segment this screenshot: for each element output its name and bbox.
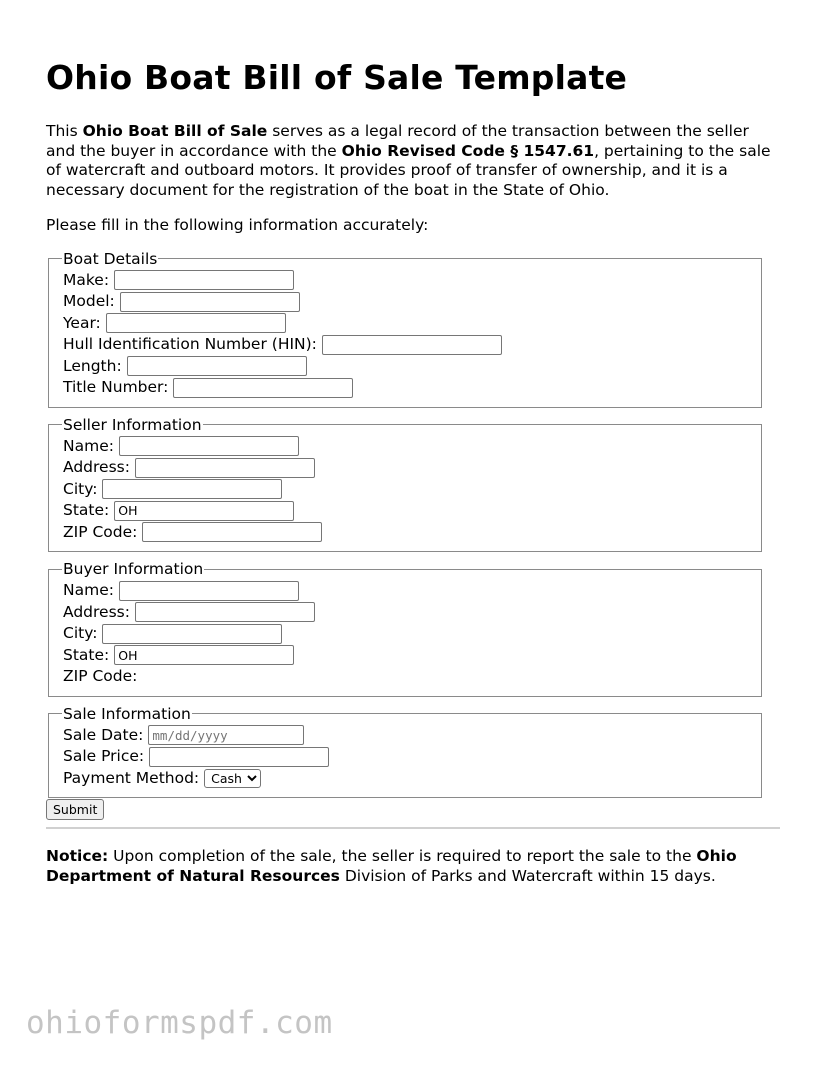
length-row [63,356,761,378]
title-number-label: Title Number: [63,378,169,396]
intro-bold-2: Ohio Revised Code § 1547.61 [341,141,595,160]
sale-date-row [63,725,761,747]
sale-information-legend: Sale Information [63,704,191,723]
title-number-row [63,377,761,399]
buyer-zip-label: ZIP Code: [63,667,138,685]
notice-bold-2: Ohio Department of Natural Resources [46,847,737,885]
seller-name-input[interactable] [119,436,299,456]
intro-paragraph [46,122,780,200]
sale-information-fieldset [48,705,762,799]
seller-zip-row [63,522,761,544]
seller-state-row [63,500,761,522]
seller-state-input[interactable] [114,501,294,521]
model-row [63,291,761,313]
buyer-state-row [63,645,761,667]
intro-bold-1: Ohio Boat Bill of Sale [82,122,268,140]
seller-address-row [63,457,761,479]
buyer-city-input[interactable] [102,624,282,644]
make-input[interactable] [114,270,294,290]
intro-text-1: This [46,122,83,140]
payment-method-row [63,768,761,790]
divider [46,827,780,829]
buyer-address-input[interactable] [135,602,315,622]
intro-text-3: , pertaining to the sale of watercraft and outboard motors. It provides proof of transfer of ownership, and it is a necessary document for the registration of the boat in the State of Ohio. [46,141,771,199]
intro-text-2: serves as a legal record of the transaction between the seller and the buyer in accordance with the [46,122,749,160]
make-label: Make: [63,270,110,289]
title-number-input[interactable] [173,378,353,398]
sale-price-input[interactable] [149,747,329,767]
sale-date-label: Sale Date: [63,725,144,744]
seller-address-input[interactable] [135,458,315,478]
seller-zip-label: ZIP Code: [63,522,138,541]
seller-information-fieldset [48,416,762,553]
model-label: Model: [63,292,115,310]
hin-input[interactable] [322,335,502,355]
buyer-name-input[interactable] [119,581,299,601]
hin-row [63,334,761,356]
buyer-state-label: State: [63,645,110,664]
hin-label: Hull Identification Number (HIN): [63,335,317,353]
payment-method-label: Payment Method: [63,768,200,787]
instruction-text: Please fill in the following information accurately: [46,216,429,234]
buyer-name-label: Name: [63,581,114,599]
buyer-address-row [63,602,761,624]
notice-label: Notice: [46,847,109,865]
watermark: ohioformspdf.com [26,1005,333,1041]
buyer-name-row [63,580,761,602]
seller-name-label: Name: [63,436,114,455]
buyer-city-label: City: [63,624,98,642]
document-page [46,56,780,886]
sale-price-row [63,746,761,768]
seller-city-label: City: [63,479,98,498]
notice-text-2: Division of Parks and Watercraft within 15 days. [339,866,716,885]
model-input[interactable] [120,292,300,312]
sale-price-label: Sale Price: [63,747,145,765]
seller-city-row [63,479,761,501]
seller-address-label: Address: [63,458,130,476]
buyer-state-input[interactable] [114,645,294,665]
seller-name-row [63,436,761,458]
seller-city-input[interactable] [102,479,282,499]
boat-details-fieldset [48,250,762,408]
sale-date-input[interactable] [148,725,304,745]
bill-of-sale-form [46,250,780,821]
boat-details-legend: Boat Details [63,249,158,268]
notice-paragraph [46,847,780,886]
notice-text-1: Upon completion of the sale, the seller is required to report the sale to the [108,847,697,865]
make-row [63,270,761,292]
year-input[interactable] [106,313,286,333]
seller-information-legend: Seller Information [63,415,202,434]
year-label: Year: [63,313,101,332]
buyer-zip-row [63,666,761,688]
buyer-information-fieldset [48,560,762,697]
year-row [63,313,761,335]
page-title: Ohio Boat Bill of Sale Template [46,58,628,97]
length-label: Length: [63,356,122,375]
seller-zip-input[interactable] [142,522,322,542]
submit-button[interactable]: Submit [46,799,104,820]
seller-state-label: State: [63,501,110,519]
payment-method-select[interactable] [204,769,261,788]
buyer-information-legend: Buyer Information [63,560,204,578]
buyer-address-label: Address: [63,602,130,621]
length-input[interactable] [127,356,307,376]
buyer-city-row [63,623,761,645]
